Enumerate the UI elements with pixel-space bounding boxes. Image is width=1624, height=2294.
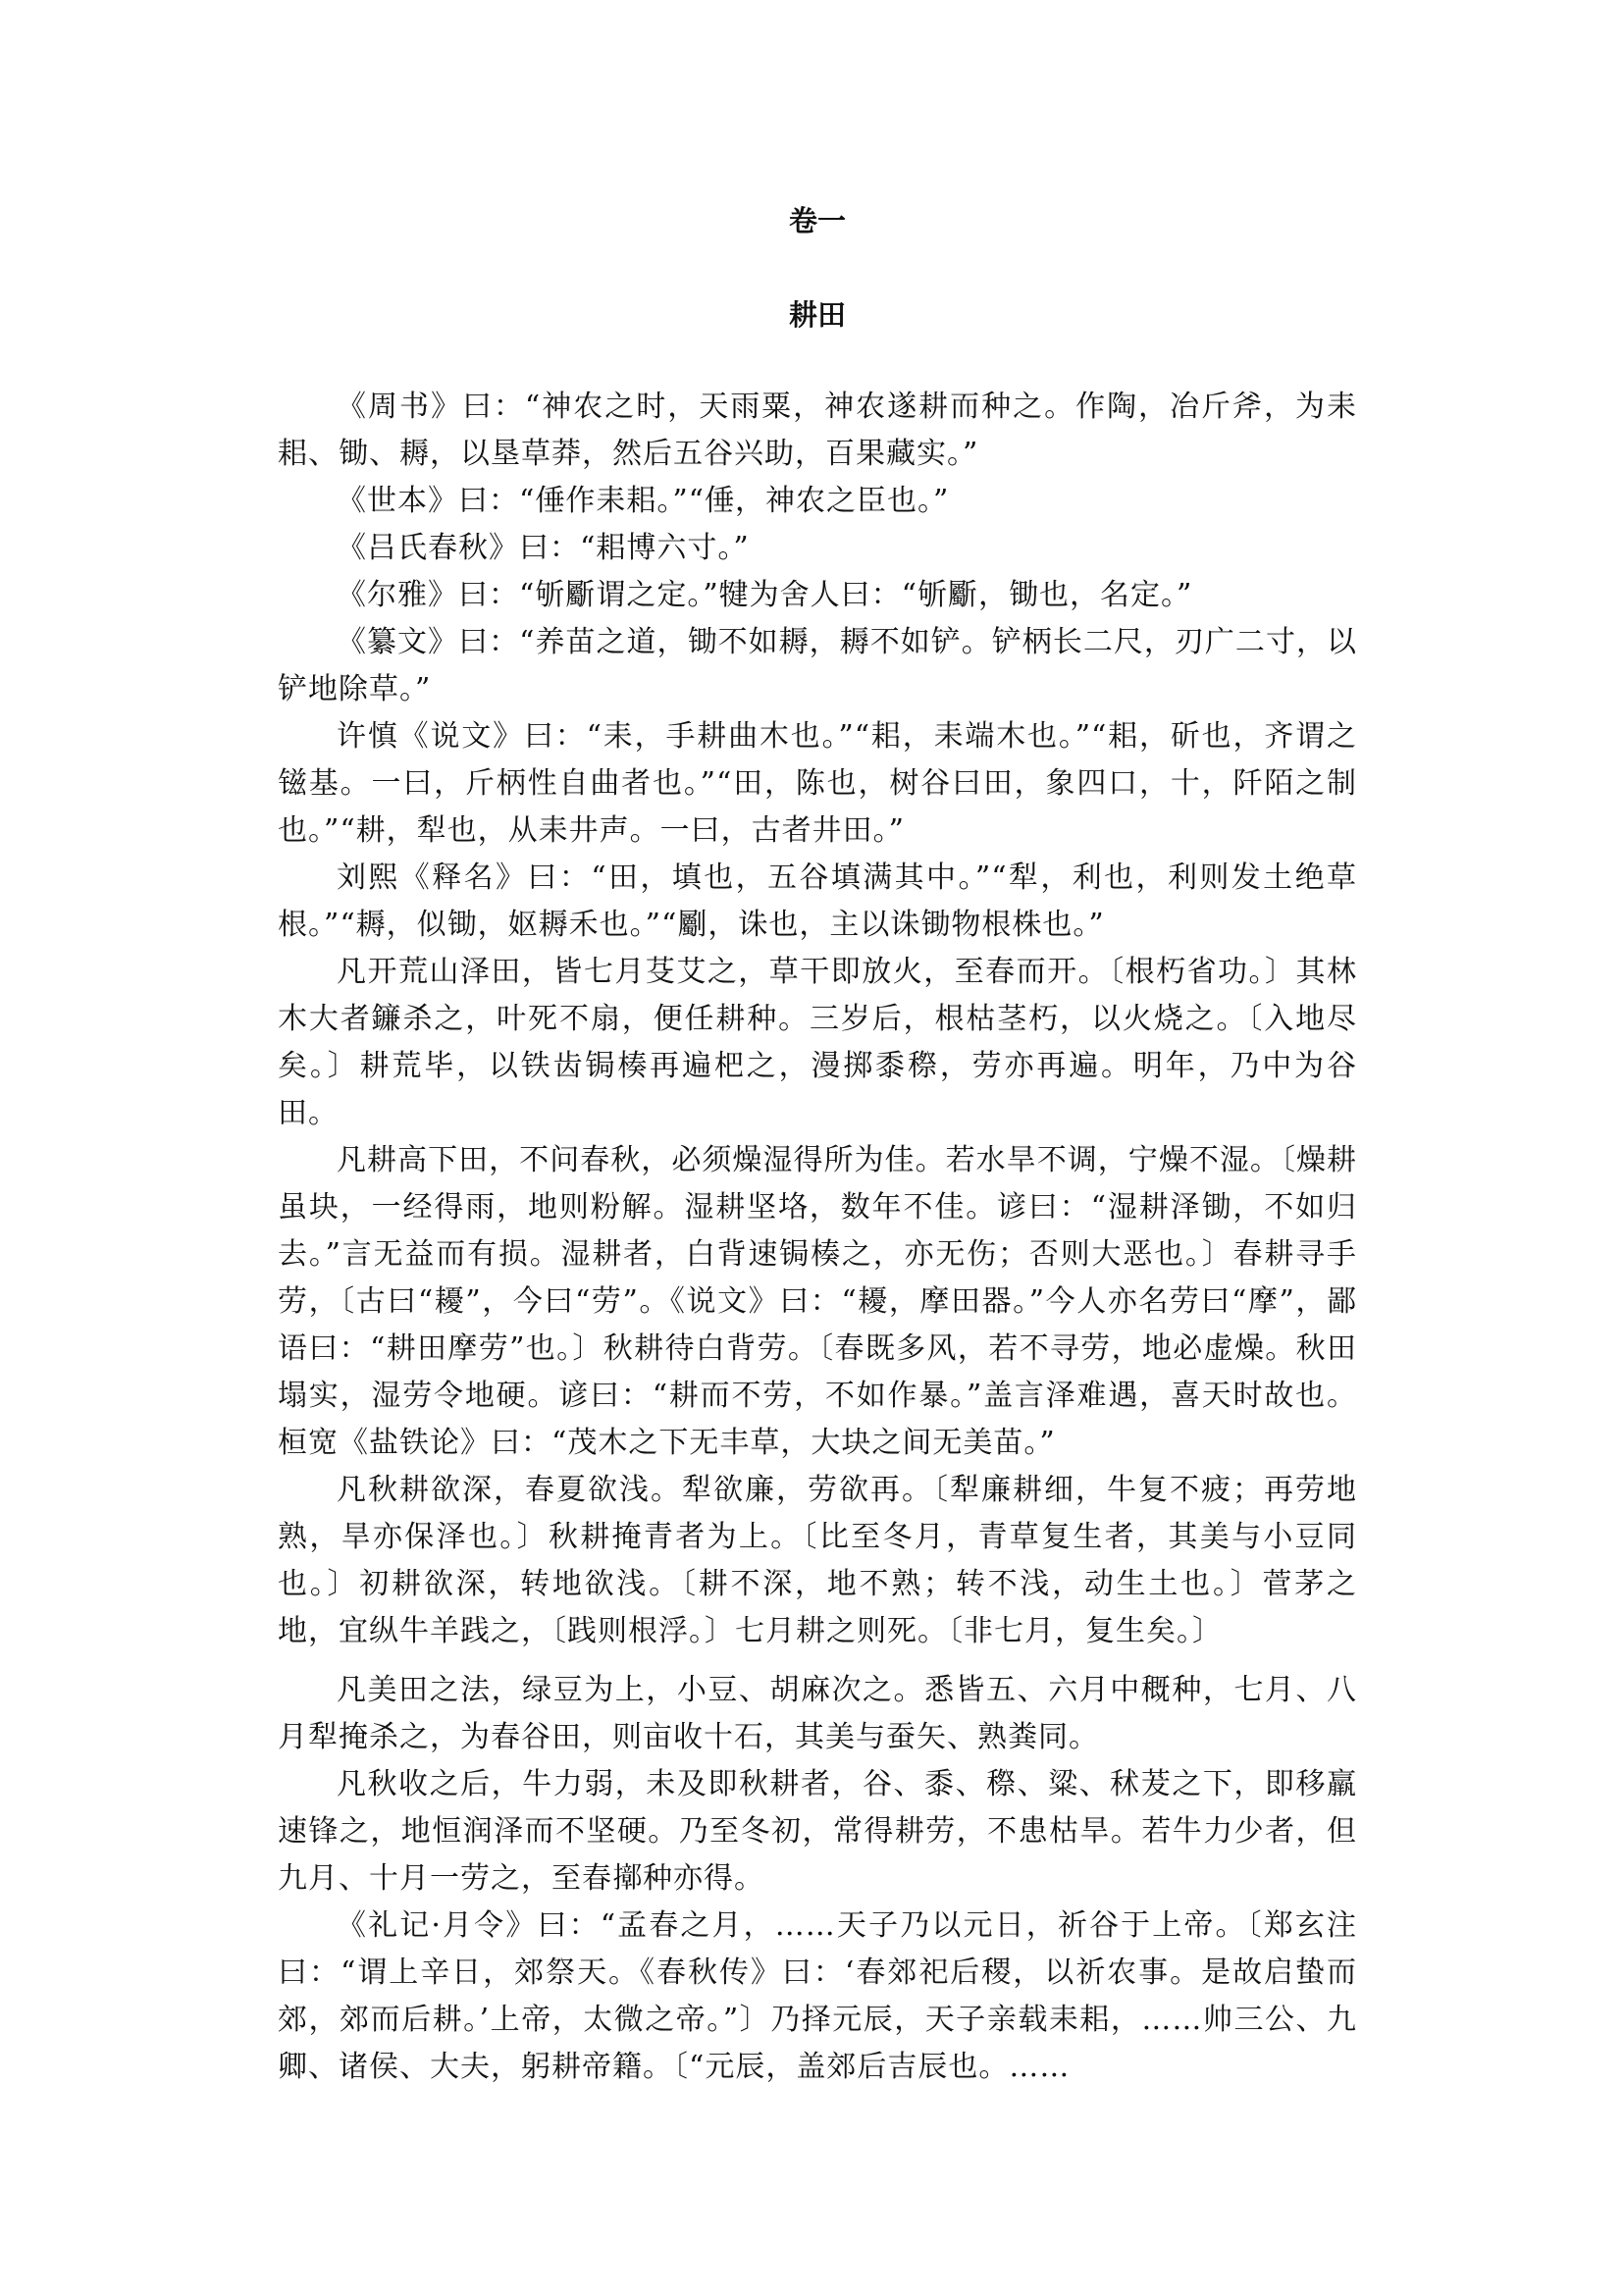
paragraph: 《世本》曰：“倕作耒耜。”“倕，神农之臣也。”	[337, 484, 950, 518]
paragraph: 《尔雅》曰：“斪斸谓之定。”犍为舍人曰：“斪斸，锄也，名定。”	[337, 578, 1193, 612]
chapter-heading: 耕田	[788, 298, 846, 332]
paragraph: 凡耕高下田，不问春秋，必须燥湿得所为佳。若水旱不调，宁燥不湿。〔燥耕虽块，一经得雨，地则粉解。湿耕坚垎，数年不佳。谚曰：“湿耕泽锄，不如归去。”言无益而有损。湿耕者，白背速锔楱之，亦无伤；否则大恶也。〕春耕寻手劳，〔古曰“耰”，今曰“劳”。《说文》曰：“耰，摩田器。”今人亦名劳曰“摩”，鄙语曰：“耕田摩劳”也。〕秋耕待白背劳。〔春既多风，若不寻劳，地必虚燥。秋田塌实，湿劳令地硬。谚曰：“耕而不劳，不如作暴。”盖言泽难遇，喜天时故也。桓宽《盐铁论》曰：“茂木之下无丰草，大块之间无美苗。”	[278, 1143, 1357, 1460]
page	[278, 201, 1357, 2091]
paragraph: 凡秋耕欲深，春夏欲浅。犁欲廉，劳欲再。〔犁廉耕细，牛复不疲；再劳地熟，旱亦保泽也。〕秋耕掩青者为上。〔比至冬月，青草复生者，其美与小豆同也。〕初耕欲深，转地欲浅。〔耕不深，地不熟；转不浅，动生土也。〕菅茅之地，宜纵牛羊践之，〔践则根浮。〕七月耕之则死。〔非七月，复生矣。〕	[278, 1473, 1357, 1648]
paragraph: 《吕氏春秋》曰：“耜博六寸。”	[337, 531, 750, 565]
paragraph: 凡秋收之后，牛力弱，未及即秋耕者，谷、黍、穄、粱、秫茇之下，即移羸速锋之，地恒润泽而不坚硬。乃至冬初，常得耕劳，不患枯旱。若牛力少者，但九月、十月一劳之，至春𢷢种亦得。	[278, 1767, 1357, 1896]
paragraph: 许慎《说文》曰：“耒，手耕曲木也。”“耜，耒端木也。”“耜，斫也，齐谓之镃基。一曰，斤柄性自曲者也。”“田，陈也，树谷曰田，象四口，十，阡陌之制也。”“耕，犁也，从耒井声。一曰，古者井田。”	[278, 719, 1357, 848]
volume-heading: 卷一	[788, 204, 846, 237]
paragraph: 凡开荒山泽田，皆七月芟艾之，草干即放火，至春而开。〔根朽省功。〕其林木大者䥥杀之，叶死不扇，便任耕种。三岁后，根枯茎朽，以火烧之。〔入地尽矣。〕耕荒毕，以铁齿锔楱再遍杷之，漫掷黍穄，劳亦再遍。明年，乃中为谷田。	[278, 955, 1357, 1130]
body-text	[278, 384, 1357, 2091]
paragraph: 《礼记·月令》曰：“孟春之月，……天子乃以元日，祈谷于上帝。〔郑玄注曰：“谓上辛日，郊祭天。《春秋传》曰：‘春郊祀后稷，以祈农事。是故启蛰而郊，郊而后耕。’上帝，太微之帝。”〕乃择元辰，天子亲载耒耜，……帅三公、九卿、诸侯、大夫，躬耕帝籍。〔“元辰，盖郊后吉辰也。……	[278, 1908, 1357, 2084]
paragraph: 《纂文》曰：“养苗之道，锄不如耨，耨不如铲。铲柄长二尺，刃广二寸，以铲地除草。”	[278, 625, 1357, 706]
paragraph: 刘熙《释名》曰：“田，填也，五谷填满其中。”“犁，利也，利则发土绝草根。”“耨，似锄，妪耨禾也。”“劚，诛也，主以诛锄物根株也。”	[278, 860, 1357, 942]
paragraph: 《周书》曰：“神农之时，天雨粟，神农遂耕而种之。作陶，冶斤斧，为耒耜、锄、耨，以垦草莽，然后五谷兴助，百果藏实。”	[278, 390, 1357, 471]
paragraph: 凡美田之法，绿豆为上，小豆、胡麻次之。悉皆五、六月中穊种，七月、八月犁掩杀之，为春谷田，则亩收十石，其美与蚕矢、熟粪同。	[278, 1673, 1357, 1754]
